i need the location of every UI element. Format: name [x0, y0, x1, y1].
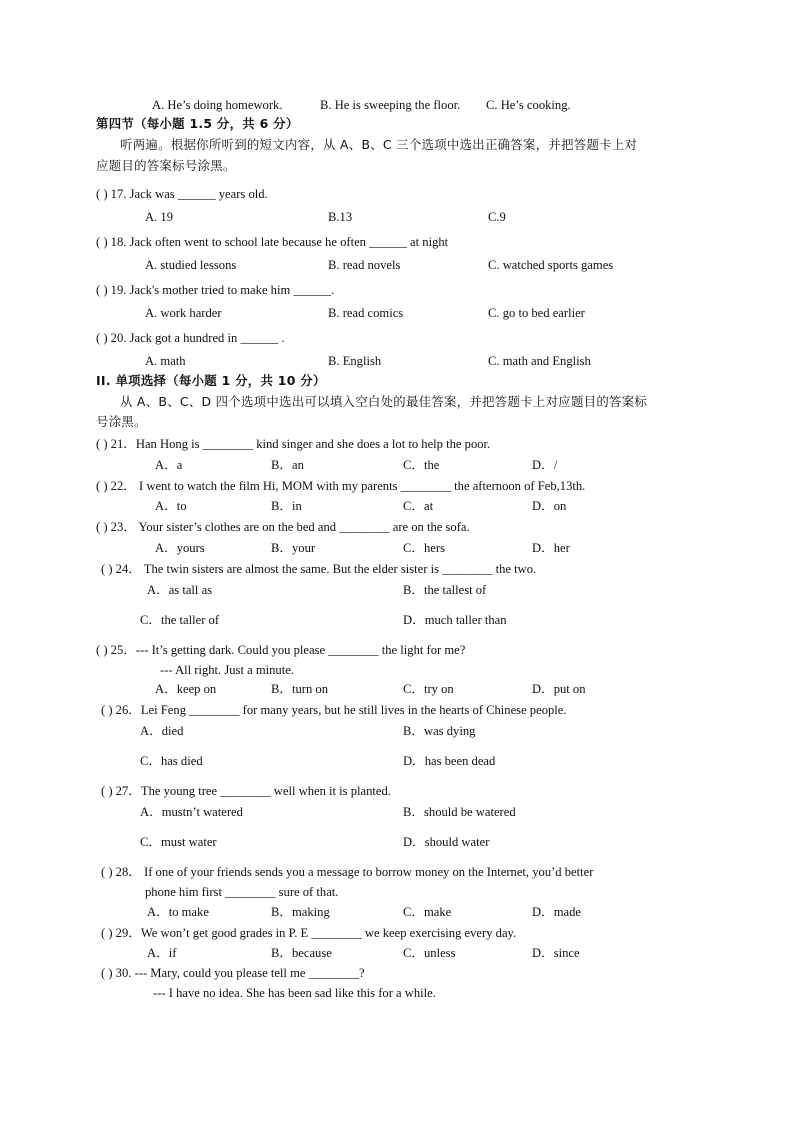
q26-option-c: C．has died — [140, 754, 203, 768]
q21-stem: ( ) 21．Han Hong is ________ kind singer and she does a lot to help the poor. — [96, 437, 491, 451]
q16-option-c: C. He’s cooking. — [486, 98, 571, 112]
q29-option-d: D．since — [532, 946, 580, 960]
q25-option-a: A．keep on — [155, 682, 217, 696]
q28-stem: ( ) 28． If one of your friends sends you a message to borrow money on the Internet, you’d better — [101, 865, 594, 879]
q25-reply: --- All right. Just a minute. — [160, 663, 294, 677]
q27-option-a: A．mustn’t watered — [140, 805, 243, 819]
q17-option-c: C.9 — [488, 210, 506, 224]
q25-option-d: D．put on — [532, 682, 586, 696]
q24-option-b: B．the tallest of — [403, 583, 487, 597]
q16-option-b: B. He is sweeping the floor. — [320, 98, 461, 112]
q27-option-d: D．should water — [403, 835, 490, 849]
q23-option-b: B．your — [271, 541, 316, 555]
q18-option-c: C. watched sports games — [488, 258, 614, 272]
q24-option-a: A．as tall as — [147, 583, 213, 597]
q21-option-c: C．the — [403, 458, 440, 472]
q18-stem: ( ) 18. Jack often went to school late because he often ______ at night — [96, 235, 449, 249]
q26-option-a: A．died — [140, 724, 184, 738]
q21-option-b: B．an — [271, 458, 304, 472]
q28-option-d: D．made — [532, 905, 581, 919]
q20-option-c: C. math and English — [488, 354, 591, 368]
q19-stem: ( ) 19. Jack's mother tried to make him ______. — [96, 283, 335, 297]
q25-option-b: B．turn on — [271, 682, 329, 696]
q29-option-b: B．because — [271, 946, 332, 960]
q22-stem: ( ) 22． I went to watch the film Hi, MOM with my parents ________ the afternoon of Feb,13th. — [96, 479, 586, 493]
q19-option-b: B. read comics — [328, 306, 404, 320]
q16-option-a: A. He’s doing homework. — [152, 98, 283, 112]
q17-option-a: A. 19 — [145, 210, 173, 224]
q18-option-b: B. read novels — [328, 258, 401, 272]
q26-stem: ( ) 26．Lei Feng ________ for many years, but he still lives in the hearts of Chinese people. — [101, 703, 567, 717]
q28-option-b: B．making — [271, 905, 330, 919]
q27-option-c: C．must water — [140, 835, 217, 849]
q21-option-a: A．a — [155, 458, 183, 472]
q23-option-d: D．her — [532, 541, 570, 555]
section4-heading: 第四节（每小题 1.5 分，共 6 分） — [96, 116, 299, 131]
q24-stem: ( ) 24． The twin sisters are almost the same. But the elder sister is ________ the two. — [101, 562, 537, 576]
q20-option-a: A. math — [145, 354, 186, 368]
q30-stem: ( ) 30. --- Mary, could you please tell me ________? — [101, 966, 365, 980]
section4-instruction-line1: 听两遍。根据你所听到的短文内容，从 A、B、C 三个选项中选出正确答案，并把答题卡上对 — [120, 137, 638, 152]
q27-stem: ( ) 27．The young tree ________ well when it is planted. — [101, 784, 391, 798]
q26-option-b: B．was dying — [403, 724, 476, 738]
q22-option-d: D．on — [532, 499, 567, 513]
q23-option-c: C．hers — [403, 541, 445, 555]
q21-option-d: D．/ — [532, 458, 558, 472]
q18-option-a: A. studied lessons — [145, 258, 237, 272]
q20-stem: ( ) 20. Jack got a hundred in ______ . — [96, 331, 285, 345]
q22-option-b: B．in — [271, 499, 302, 513]
q25-stem: ( ) 25．--- It’s getting dark. Could you please ________ the light for me? — [96, 643, 466, 657]
part2-instruction-line1: 从 A、B、C、D 四个选项中选出可以填入空白处的最佳答案，并把答题卡上对应题目的答案标 — [120, 394, 648, 409]
q24-option-d: D．much taller than — [403, 613, 507, 627]
q17-option-b: B.13 — [328, 210, 353, 224]
q19-option-a: A. work harder — [145, 306, 222, 320]
q26-option-d: D．has been dead — [403, 754, 496, 768]
q28-option-a: A．to make — [147, 905, 209, 919]
q23-stem: ( ) 23． Your sister’s clothes are on the bed and ________ are on the sofa. — [96, 520, 470, 534]
q24-option-c: C．the taller of — [140, 613, 220, 627]
q30-reply: --- I have no idea. She has been sad like this for a while. — [153, 986, 436, 1000]
q19-option-c: C. go to bed earlier — [488, 306, 585, 320]
q23-option-a: A．yours — [155, 541, 205, 555]
q29-stem: ( ) 29．We won’t get good grades in P. E ________ we keep exercising every day. — [101, 926, 517, 940]
section4-instruction-line2: 应题目的答案标号涂黑。 — [96, 158, 236, 173]
part2-heading: II. 单项选择（每小题 1 分，共 10 分） — [96, 373, 326, 388]
part2-instruction-line2: 号涂黑。 — [96, 414, 147, 429]
q17-stem: ( ) 17. Jack was ______ years old. — [96, 187, 268, 201]
q28-option-c: C．make — [403, 905, 452, 919]
q27-option-b: B．should be watered — [403, 805, 516, 819]
q29-option-c: C．unless — [403, 946, 456, 960]
q20-option-b: B. English — [328, 354, 382, 368]
q22-option-c: C．at — [403, 499, 434, 513]
q25-option-c: C．try on — [403, 682, 454, 696]
q28-stem-continued: phone him first ________ sure of that. — [145, 885, 339, 899]
q22-option-a: A．to — [155, 499, 187, 513]
q29-option-a: A．if — [147, 946, 177, 960]
